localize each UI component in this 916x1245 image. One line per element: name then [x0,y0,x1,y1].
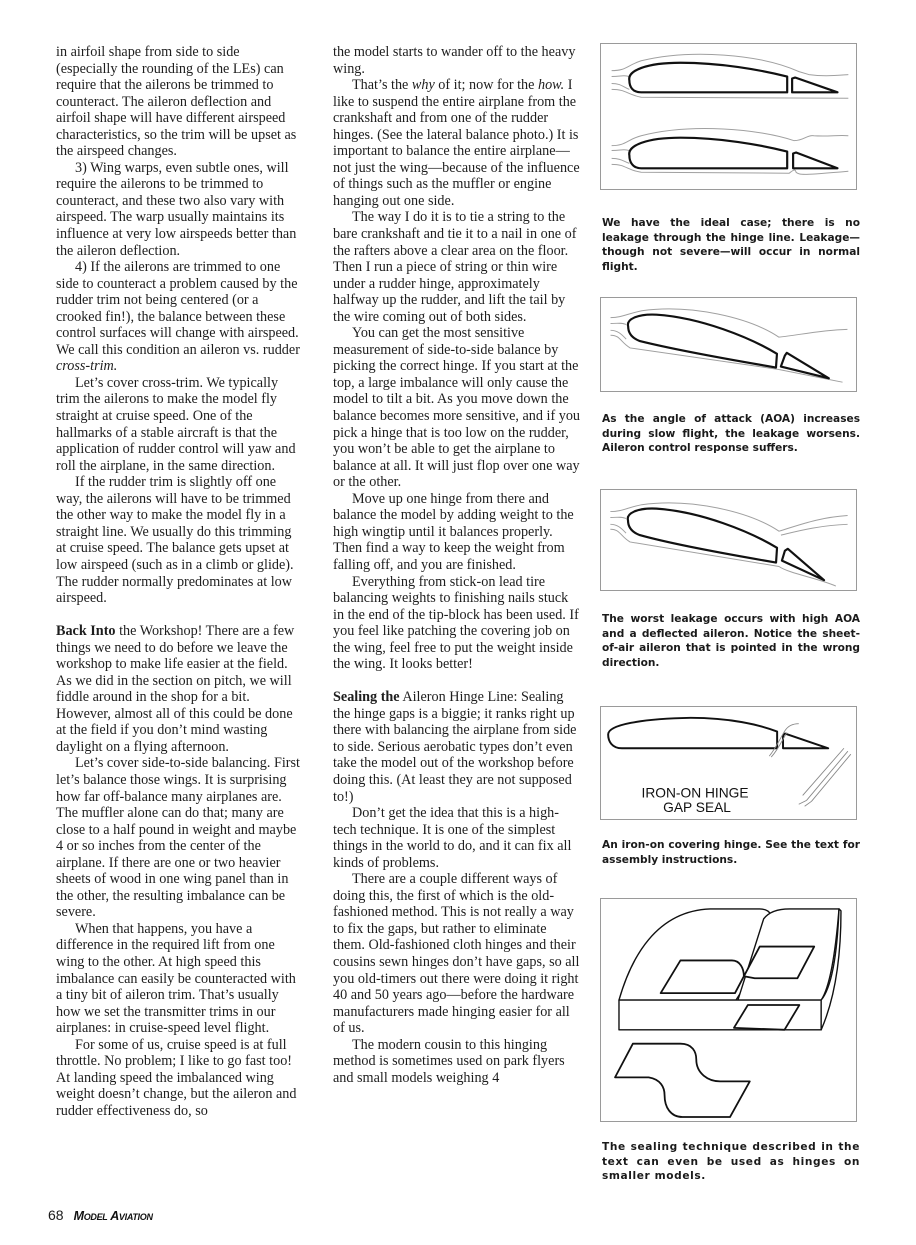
figure-caption: The worst leakage occurs with high AOA and a deflected aileron. Notice the sheet-of-air aileron that is pointed in the wrong direction. [602,613,860,669]
hinge-sealing-3d-diagram-icon [601,899,856,1121]
paragraph: The way I do it is to tie a string to the bare crankshaft and tie it to a nail in one of the rafters above a clear area on the floor. Then I run a piece of string or thin wire under a rudder hinge, approximately halfway up the rudder, and lift the tail by the wire coming out of both sides. [333,209,577,325]
paragraph: If the rudder trim is slightly off one way, the ailerons will have to be trimmed the other way to make the model fly in a straight line. We usually do this trimming at cruise speed. The balance gets upset at low airspeed (such as in a climb or glide). The rudder normally predominates at low airspeed. [56,474,294,607]
italic-term: cross-trim. [56,358,118,375]
paragraph: in airfoil shape from side to side (especially the rounding of the LEs) can require that the ailerons be trimmed to counteract. The aileron deflection and airfoil shape will have different airspeed characteristics, so the trim will be upset as the airspeed changes. [56,44,297,160]
figure-caption: An iron-on covering hinge. See the text for assembly instructions. [602,839,860,866]
figure-label: GAP SEAL [663,800,731,816]
page-footer [48,1207,153,1223]
paragraph: Don’t get the idea that this is a high-tech technique. It is one of the simplest things in the world to do, and it can fix all kinds of problems. [333,805,572,871]
paragraph-text: the Workshop! There are a few things we need to do before we leave the workshop to make life easier at the field. As we did in the section on pitch, we will fiddle around in the shop for a bit. However, almost all of this could be done at the field if you don’t mind wasting daylight on a flying afternoon. [56,623,295,755]
paragraph [56,259,302,375]
figure-caption: As the angle of attack (AOA) increases during slow flight, the leakage worsens. Aileron control response suffers. [602,413,860,454]
figure-airfoil-high-aoa [600,297,857,392]
paragraph: There are a couple different ways of doing this, the first of which is the old-fashioned method. This is not really a way to fix the gaps, but rather to eliminate them. Old-fashioned cloth hinges and their cousins sewn hinges don’t have gaps, so all you old-timers out there were doing it right 40 and 50 years ago—before the hardware manufacturers made hinging easier for all of us. [333,871,580,1037]
paragraph: Let’s cover side-to-side balancing. First let’s balance those wings. It is surprising how far off-balance many airplanes are. The muffler alone can do that; many are close to a half pound in weight and maybe 4 or so inches from the center of the airplane. If there are one or two heavier sheets of wood in one wing panel than in the other, the resulting imbalance can be severe. [56,755,300,921]
paragraph-text: That’s the [352,77,412,94]
article-column-2 [333,44,581,1086]
paragraph: When that happens, you have a difference in the required lift from one wing to the other. At high speed this imbalance can easily be counteracted with a tiny bit of aileron trim. That’s usually how we set the transmitter trims in our airplanes: in cruise-speed level flight. [56,920,296,1037]
paragraph-text: Aileron Hinge Line: Sealing the hinge gaps is a biggie; it ranks right up there with balancing the airplane from side to side. Serious aerobatic types don’t even take the model out of the workshop before doing this. (At least they are not supposed to!) [333,689,577,805]
magazine-title-text: Model Aviation [73,1209,153,1223]
paragraph: The modern cousin to this hinging method is sometimes used on park flyers and small models weighing 4 [333,1036,565,1086]
figure-caption: The sealing technique described in the text can even be used as hinges on smaller models. [602,1141,860,1182]
figure-caption: We have the ideal case; there is no leakage through the hinge line. Leakage—though not severe—will occur in normal flight. [602,217,860,273]
figure-airfoil-deflected-aileron [600,489,857,591]
paragraph: For some of us, cruise speed is at full throttle. No problem; I like to go fast too! At landing speed the imbalanced wing weight doesn’t change, but the aileron and rudder effectiveness do, so [56,1036,297,1119]
paragraph: Move up one hinge from there and balance the model by adding weight to the high wingtip until it balances properly. Then find a way to keep the weight from falling off, and you are finished. [333,490,574,573]
paragraph: Let’s cover cross-trim. We typically trim the ailerons to make the model fly straight at cruise speed. One of the hallmarks of a stable aircraft is that the application of rudder control will yaw and roll the airplane, in the same direction. [56,374,296,474]
paragraph-text: of it; now for the [434,77,538,94]
section-heading: Sealing the [333,689,400,706]
paragraph: 3) Wing warps, even subtle ones, will require the ailerons to be trimmed to counteract, and these two also vary with airspeed. The warp usually maintains its influence at very low airspeeds better than the aileron deflection. [56,159,297,259]
section-heading: Back Into [56,623,116,640]
airfoil-aoa-diagram-icon [601,298,856,391]
paragraph: Everything from stick-on lead tire balancing weights to finishing nails stuck in the end of the tip-block has been used. If you feel like patching the covering job on the wing, feel free to put the weight inside the wing. It looks better! [333,573,579,673]
figure-label: IRON-ON HINGE [641,785,749,801]
magazine-title [74,1209,153,1223]
figure-airfoil-ideal-vs-normal [600,43,857,190]
paragraph-text: I like to suspend the entire airplane from the crankshaft and from one of the rudder hinges. (See the lateral balance photo.) It is important to balance the entire airplane—not just the wing—because of the influence of things such as the muffler or engine hanging out one side. [333,77,580,209]
italic-term: how. [537,77,565,94]
airfoil-deflected-diagram-icon [601,490,856,590]
page-number: 68 [48,1207,64,1223]
iron-on-hinge-diagram-icon [601,707,856,819]
paragraph-text: 4) If the ailerons are trimmed to one side to counteract a problem caused by the rudder trim not being centered (or a crooked fin!), the balance between these control surfaces will change with airspeed. We call this condition an aileron vs. rudder [56,259,300,358]
figure-hinge-sealing-technique [600,898,857,1122]
section-paragraph [56,623,302,755]
italic-term: why [411,77,435,94]
paragraph: the model starts to wander off to the heavy wing. [333,44,576,77]
figure-iron-on-hinge [600,706,857,820]
paragraph [333,77,581,209]
airfoil-diagram-icon [601,44,856,189]
section-paragraph [333,689,581,805]
article-column-1 [56,44,302,1120]
paragraph: You can get the most sensitive measurement of side-to-side balance by picking the correct hinge. If you start at the top, a large imbalance will only cause the model to tilt a bit. As you move down the balance becomes more sensitive, and if you pick a hinge that is too low on the rudder, you won’t be able to get the airplane to balance at all. It will just flop over one way or the other. [333,325,581,491]
